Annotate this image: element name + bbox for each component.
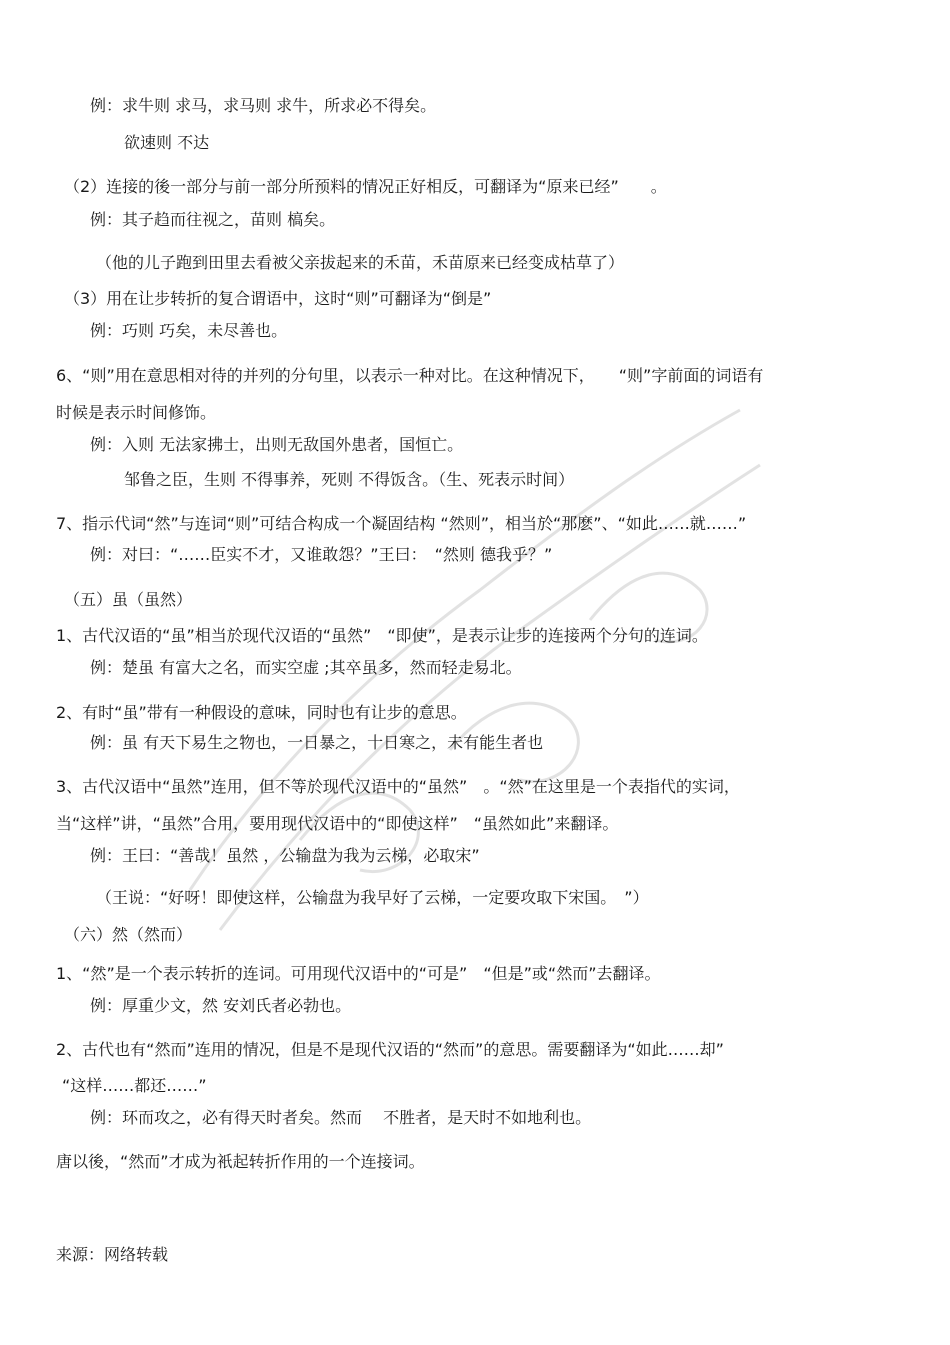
numbered-point: 6、“则”用在意思相对待的并列的分句里，以表示一种对比。在这种情况下， “则”字前面的词语有: [56, 366, 764, 385]
numbered-point: 1、“然”是一个表示转折的连词。可用现代汉语中的“可是” “但是”或“然而”去翻译。: [56, 964, 661, 983]
numbered-point: 2、有时“虽”带有一种假设的意味，同时也有让步的意思。: [56, 703, 467, 722]
translation-line: （他的儿子跑到田里去看被父亲拔起来的禾苗，禾苗原来已经变成枯草了）: [96, 253, 625, 272]
body-line: 唐以後，“然而”才成为衹起转折作用的一个连接词。: [56, 1152, 425, 1171]
example-line: 例：王曰：“善哉！虽然 ，公输盘为我为云梯，必取宋”: [90, 846, 480, 865]
numbered-point: 3、古代汉语中“虽然”连用，但不等於现代汉语中的“虽然” 。“然”在这里是一个表指代的实词，: [56, 777, 740, 796]
body-line: 时候是表示时间修饰。: [56, 403, 217, 422]
section-heading: （六）然（然而）: [64, 925, 193, 944]
example-line: 例：虽 有天下易生之物也，一日暴之，十日寒之，未有能生者也: [90, 733, 544, 752]
numbered-point: 1、古代汉语的“虽”相当於现代汉语的“虽然” “即使”，是表示让步的连接两个分句的连词。: [56, 626, 708, 645]
translation-line: （王说：“好呀！即使这样，公输盘为我早好了云梯，一定要攻取下宋国。 ”）: [96, 888, 649, 907]
example-line: 例：对曰：“……臣实不才，又谁敢怨？”王曰： “然则 德我乎？”: [90, 545, 553, 564]
example-line: 例：入则 无法家拂士，出则无敌国外患者，国恒亡。: [90, 435, 464, 454]
example-line: 例：楚虽 有富大之名，而实空虚 ;其卒虽多，然而轻走易北。: [90, 658, 522, 677]
example-line: 例：厚重少文，然 安刘氏者必勃也。: [90, 996, 352, 1015]
example-line: 例：巧则 巧矣，未尽善也。: [90, 321, 288, 340]
example-line: 邹鲁之臣，生则 不得事养，死则 不得饭含。（生、死表示时间）: [124, 470, 575, 489]
numbered-point: 7、指示代词“然”与连词“则”可结合构成一个凝固结构 “然则”，相当於“那麽”、“如此……就……”: [56, 514, 747, 533]
example-line: 例：其子趋而往视之，苗则 槁矣。: [90, 210, 336, 229]
body-line: “这样……都还……”: [62, 1076, 207, 1095]
source-line: 来源：网络转载: [56, 1245, 169, 1264]
numbered-point: 2、古代也有“然而”连用的情况，但是不是现代汉语的“然而”的意思。需要翻译为“如此……却”: [56, 1040, 724, 1059]
example-line: 例：求牛则 求马，求马则 求牛，所求必不得矣。: [90, 96, 437, 115]
numbered-point: （2）连接的後一部分与前一部分所预料的情况正好相反，可翻译为“原来已经” 。: [64, 177, 667, 196]
section-heading: （五）虽（虽然）: [64, 590, 193, 609]
example-line: 欲速则 不达: [124, 133, 210, 152]
body-line: 当“这样”讲，“虽然”合用，要用现代汉语中的“即使这样” “虽然如此”来翻译。: [56, 814, 619, 833]
example-line: 例：环而攻之，必有得天时者矣。然而 不胜者，是天时不如地利也。: [90, 1108, 592, 1127]
numbered-point: （3）用在让步转折的复合谓语中，这时“则”可翻译为“倒是”: [64, 289, 492, 308]
